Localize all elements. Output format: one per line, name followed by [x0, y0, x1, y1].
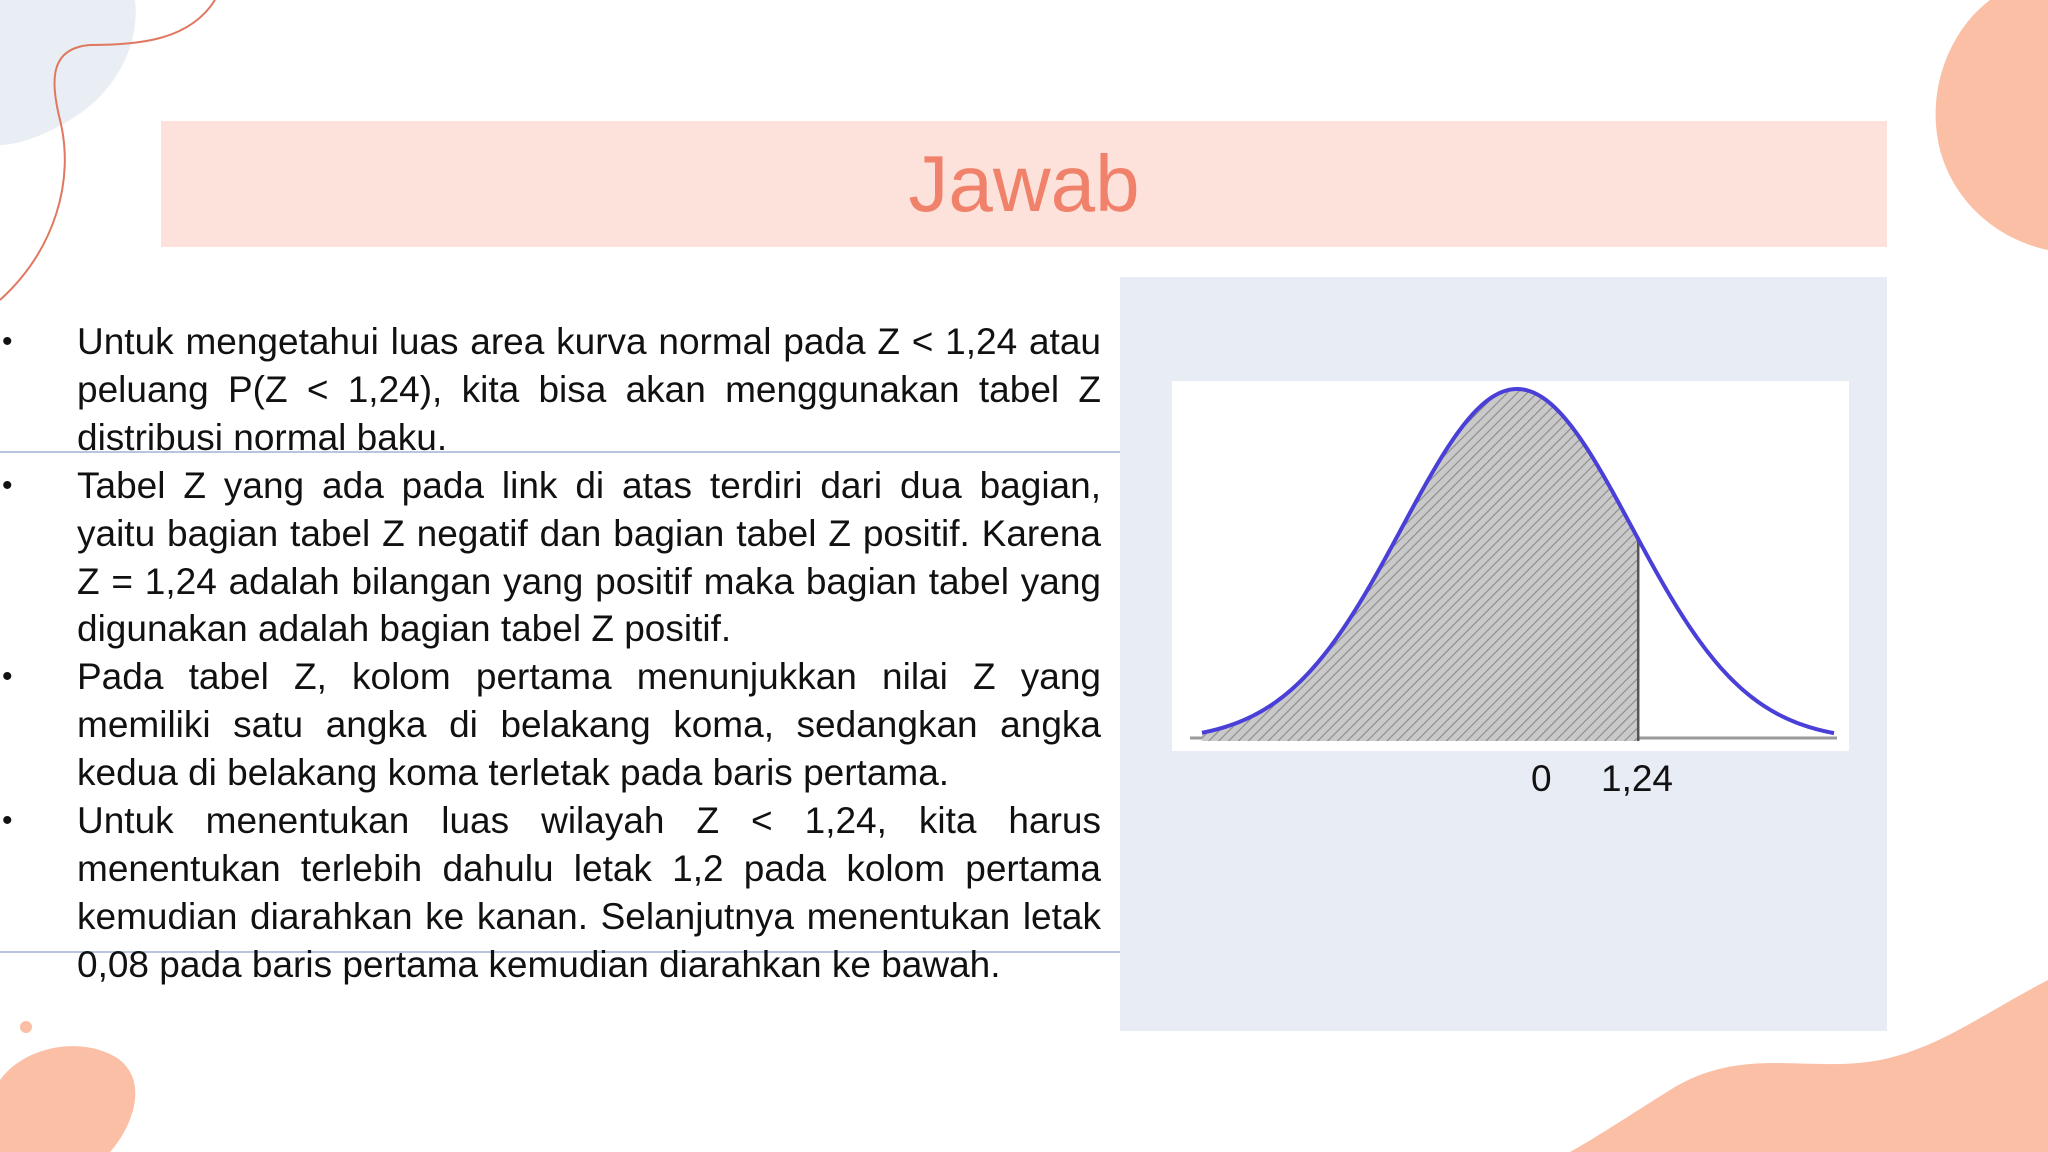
bullet-item [0, 462, 1101, 654]
tick-label-zero: 0 [1531, 758, 1552, 799]
bullet-dot: • [2, 804, 13, 838]
bullet-text: Tabel Z yang ada pada link di atas terdiri dari dua bagian, yaitu bagian tabel Z negatif dan bagian tabel Z positif. Karena Z = 1,24 adalah bilangan yang positif maka bagian tabel yang digunakan adalah bagian tabel Z positif. [77, 464, 1101, 650]
bullet-text: Untuk menentukan luas wilayah Z < 1,24, kita harus menentukan terlebih dahulu letak 1,2 pada kolom pertama kemudian diarahkan ke kanan. Selanjutnya menentukan letak 0,08 pada baris pertama kemudian diarahkan ke bawah. [77, 800, 1101, 985]
tick-label-z: 1,24 [1601, 758, 1674, 799]
bullet-dot: • [2, 660, 13, 694]
slide-title: Jawab [908, 139, 1140, 228]
bullet-list [0, 318, 1101, 989]
title-banner [161, 121, 1887, 247]
bullet-item [0, 318, 1101, 462]
bullet-text: Untuk mengetahui luas area kurva normal pada Z < 1,24 atau peluang P(Z < 1,24), kita bisa akan menggunakan tabel Z distribusi normal baku. [77, 321, 1101, 458]
corner-blob-top-right [1930, 0, 2048, 260]
bullet-item [0, 797, 1101, 989]
normal-curve-figure [1172, 381, 1849, 751]
figure-panel [1120, 277, 1887, 1031]
bullet-dot: • [2, 325, 13, 358]
bullet-dot: • [2, 468, 13, 502]
corner-blob-bottom-left [0, 1000, 150, 1152]
bullet-text: Pada tabel Z, kolom pertama menunjukkan nilai Z yang memiliki satu angka di belakang koma, sedangkan angka kedua di belakang koma terletak pada baris pertama. [77, 656, 1101, 794]
bullet-item [0, 653, 1101, 797]
